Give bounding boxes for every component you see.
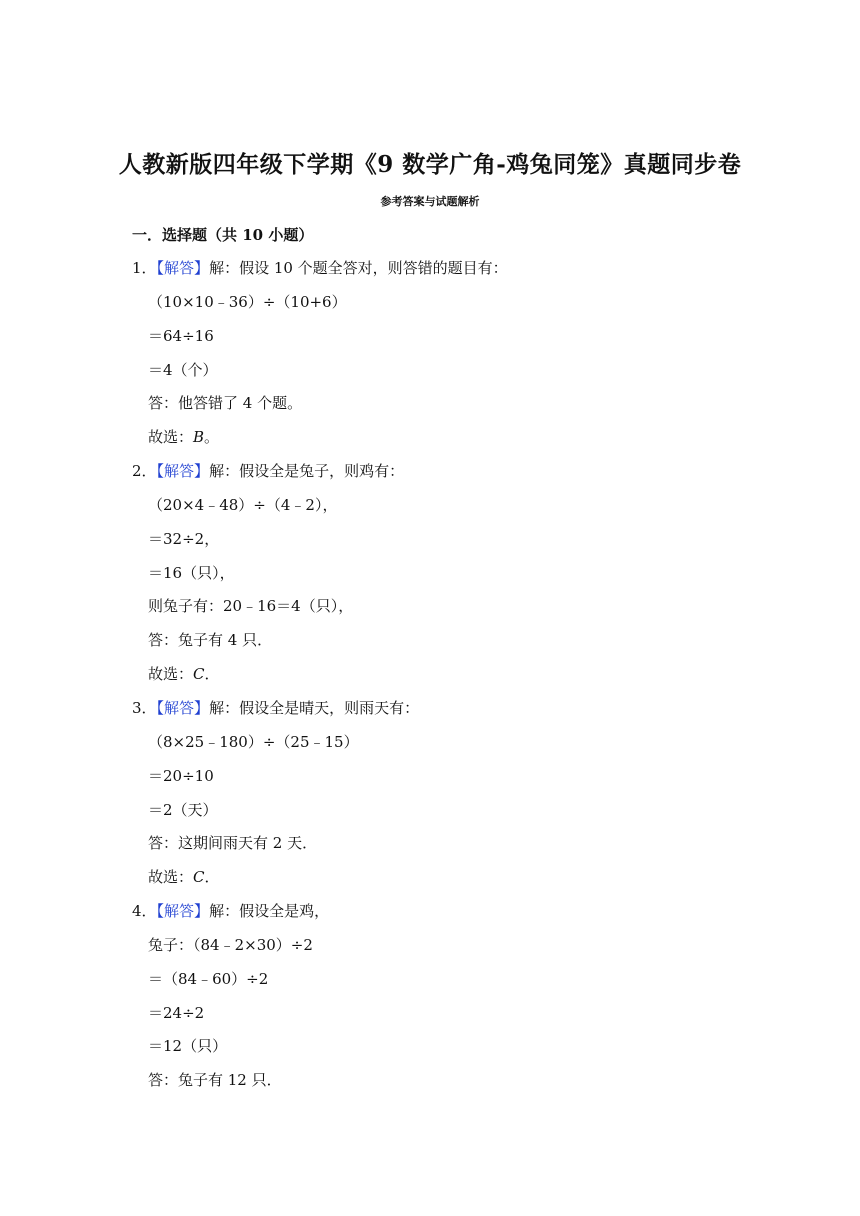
question-intro-text: 解：假设全是晴天，则雨天有： [209,698,420,717]
question-3-choice [132,865,732,899]
question-2-intro [132,459,732,493]
question-number: 2． [132,462,157,481]
question-number: 3． [132,698,157,717]
answer-tag: 【解答】 [156,698,210,717]
solution-step: 兔子：（84﹣2×30）÷2 [148,935,313,954]
solution-step: 答：兔子有 4 只． [148,631,273,650]
answer-tag: 【解答】 [156,462,210,481]
solution-step: ＝4（个） [148,360,218,379]
page-title: 人教新版四年级下学期《9 数学广角-鸡兔同笼》真题同步卷 [118,151,742,178]
question-4-intro [132,899,732,933]
solution-step: 答：这期间雨天有 2 天． [148,834,318,853]
solution-step: 答：他答错了 4 个题。 [148,394,303,413]
solution-step: 则兔子有：20﹣16＝4（只）， [148,597,354,616]
solution-step: ＝20÷10 [148,766,214,785]
solution-step: ＝24÷2 [148,1003,205,1022]
choice-label: 故选： [148,428,194,447]
answer-body [132,256,732,1102]
question-number: 4． [132,902,157,921]
solution-step: （10×10﹣36）÷（10+6） [148,292,347,311]
choice-label: 故选： [148,665,194,684]
question-1-choice [132,425,732,459]
choice-punct: 。 [204,428,220,447]
solution-step: ＝64÷16 [148,326,214,345]
choice-punct: ． [204,868,220,887]
question-3-intro [132,696,732,730]
question-1-intro [132,256,732,290]
choice-value: B [193,428,205,447]
question-2-choice [132,662,732,696]
solution-step: ＝32÷2， [148,529,220,548]
page-subtitle: 参考答案与试题解析 [380,195,480,208]
solution-step: ＝16（只）， [148,563,235,582]
choice-punct: ． [204,665,220,684]
choice-value: C [193,665,205,684]
solution-step: ＝（84﹣60）÷2 [148,969,269,988]
question-intro-text: 解：假设全是兔子，则鸡有： [209,462,405,481]
solution-step: 答：兔子有 12 只． [148,1071,282,1090]
choice-value: C [193,868,205,887]
solution-step: ＝12（只） [148,1037,228,1056]
solution-step: ＝2（天） [148,800,218,819]
question-intro-text: 解：假设 10 个题全答对，则答错的题目有： [209,259,508,277]
answer-tag: 【解答】 [156,902,210,921]
answer-tag: 【解答】 [156,259,210,277]
solution-step: （20×4﹣48）÷（4﹣2）， [148,495,338,514]
question-number: 1． [132,259,157,277]
choice-label: 故选： [148,868,194,887]
question-intro-text: 解：假设全是鸡， [209,902,330,921]
section-heading: 一．选择题（共 10 小题） [132,226,314,244]
solution-step: （8×25﹣180）÷（25﹣15） [148,732,359,751]
